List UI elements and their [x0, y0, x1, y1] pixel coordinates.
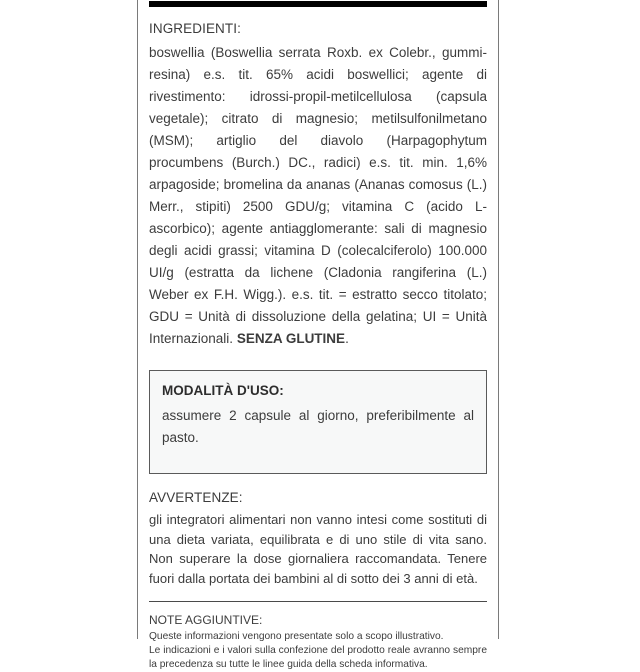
- additional-notes-heading: NOTE AGGIUNTIVE:: [149, 613, 263, 627]
- ingredients-body: [149, 42, 487, 350]
- additional-notes-line-1: Queste informazioni vengono presentate solo a scopo illustrativo.: [149, 631, 444, 642]
- ingredients-body-text: boswellia (Boswellia serrata Roxb. ex Colebr., gummi-resina) e.s. tit. 65% acidi boswellici; agente di rivestimento: idrossi-propil-metilcellulosa (capsula vegetale); citrato di magnesio; metilsulfonilmetano (MSM); artiglio del diavolo (Harpagophytum procumbens (Burch.) DC., radici) e.s. tit. min. 1,6% arpagoside; bromelina da ananas (Ananas comosus (L.) Merr., stipiti) 2500 GDU/g; vitamina C (acido L-ascorbico); agente antiagglomerante: sali di magnesio degli acidi grassi; vitamina D (colecalciferolo) 100.000 UI/g (estratta da lichene (Cladonia rangiferina (L.) Weber ex F.H. Wigg.). e.s. tit. = estratto secco titolato; GDU = Unità di dissoluzione della gelatina; UI = Unità Internazionali.: [149, 45, 487, 346]
- warnings-heading: AVVERTENZE:: [149, 490, 243, 505]
- additional-notes-line-2: Le indicazioni e i valori sulla confezione del prodotto reale avranno sempre la precedenza su tutte le linee guida della scheda informativa.: [149, 645, 487, 670]
- additional-notes-section: [149, 613, 487, 672]
- usage-heading: MODALITÀ D'USO:: [162, 383, 284, 398]
- warnings-body: gli integratori alimentari non vanno intesi come sostituti di una dieta variata, equilibrata e di uno stile di vita sano. Non superare la dose giornaliera raccomandata. Tenere fuori dalla portata dei bambini al di sotto dei 3 anni di età.: [149, 512, 487, 586]
- label-panel: [137, 0, 499, 670]
- gluten-free-highlight: SENZA GLUTINE: [236, 331, 346, 346]
- warnings-section: [149, 490, 487, 588]
- notes-divider: [149, 601, 487, 602]
- top-divider-bar: [149, 1, 487, 7]
- label-inner-content: [138, 1, 498, 670]
- ingredients-section: [149, 21, 487, 350]
- usage-body: assumere 2 capsule al giorno, preferibilmente al pasto.: [162, 408, 474, 445]
- usage-box: [149, 370, 487, 474]
- ingredients-heading: INGREDIENTI:: [149, 21, 241, 36]
- ingredients-body-text-end: .: [345, 331, 349, 346]
